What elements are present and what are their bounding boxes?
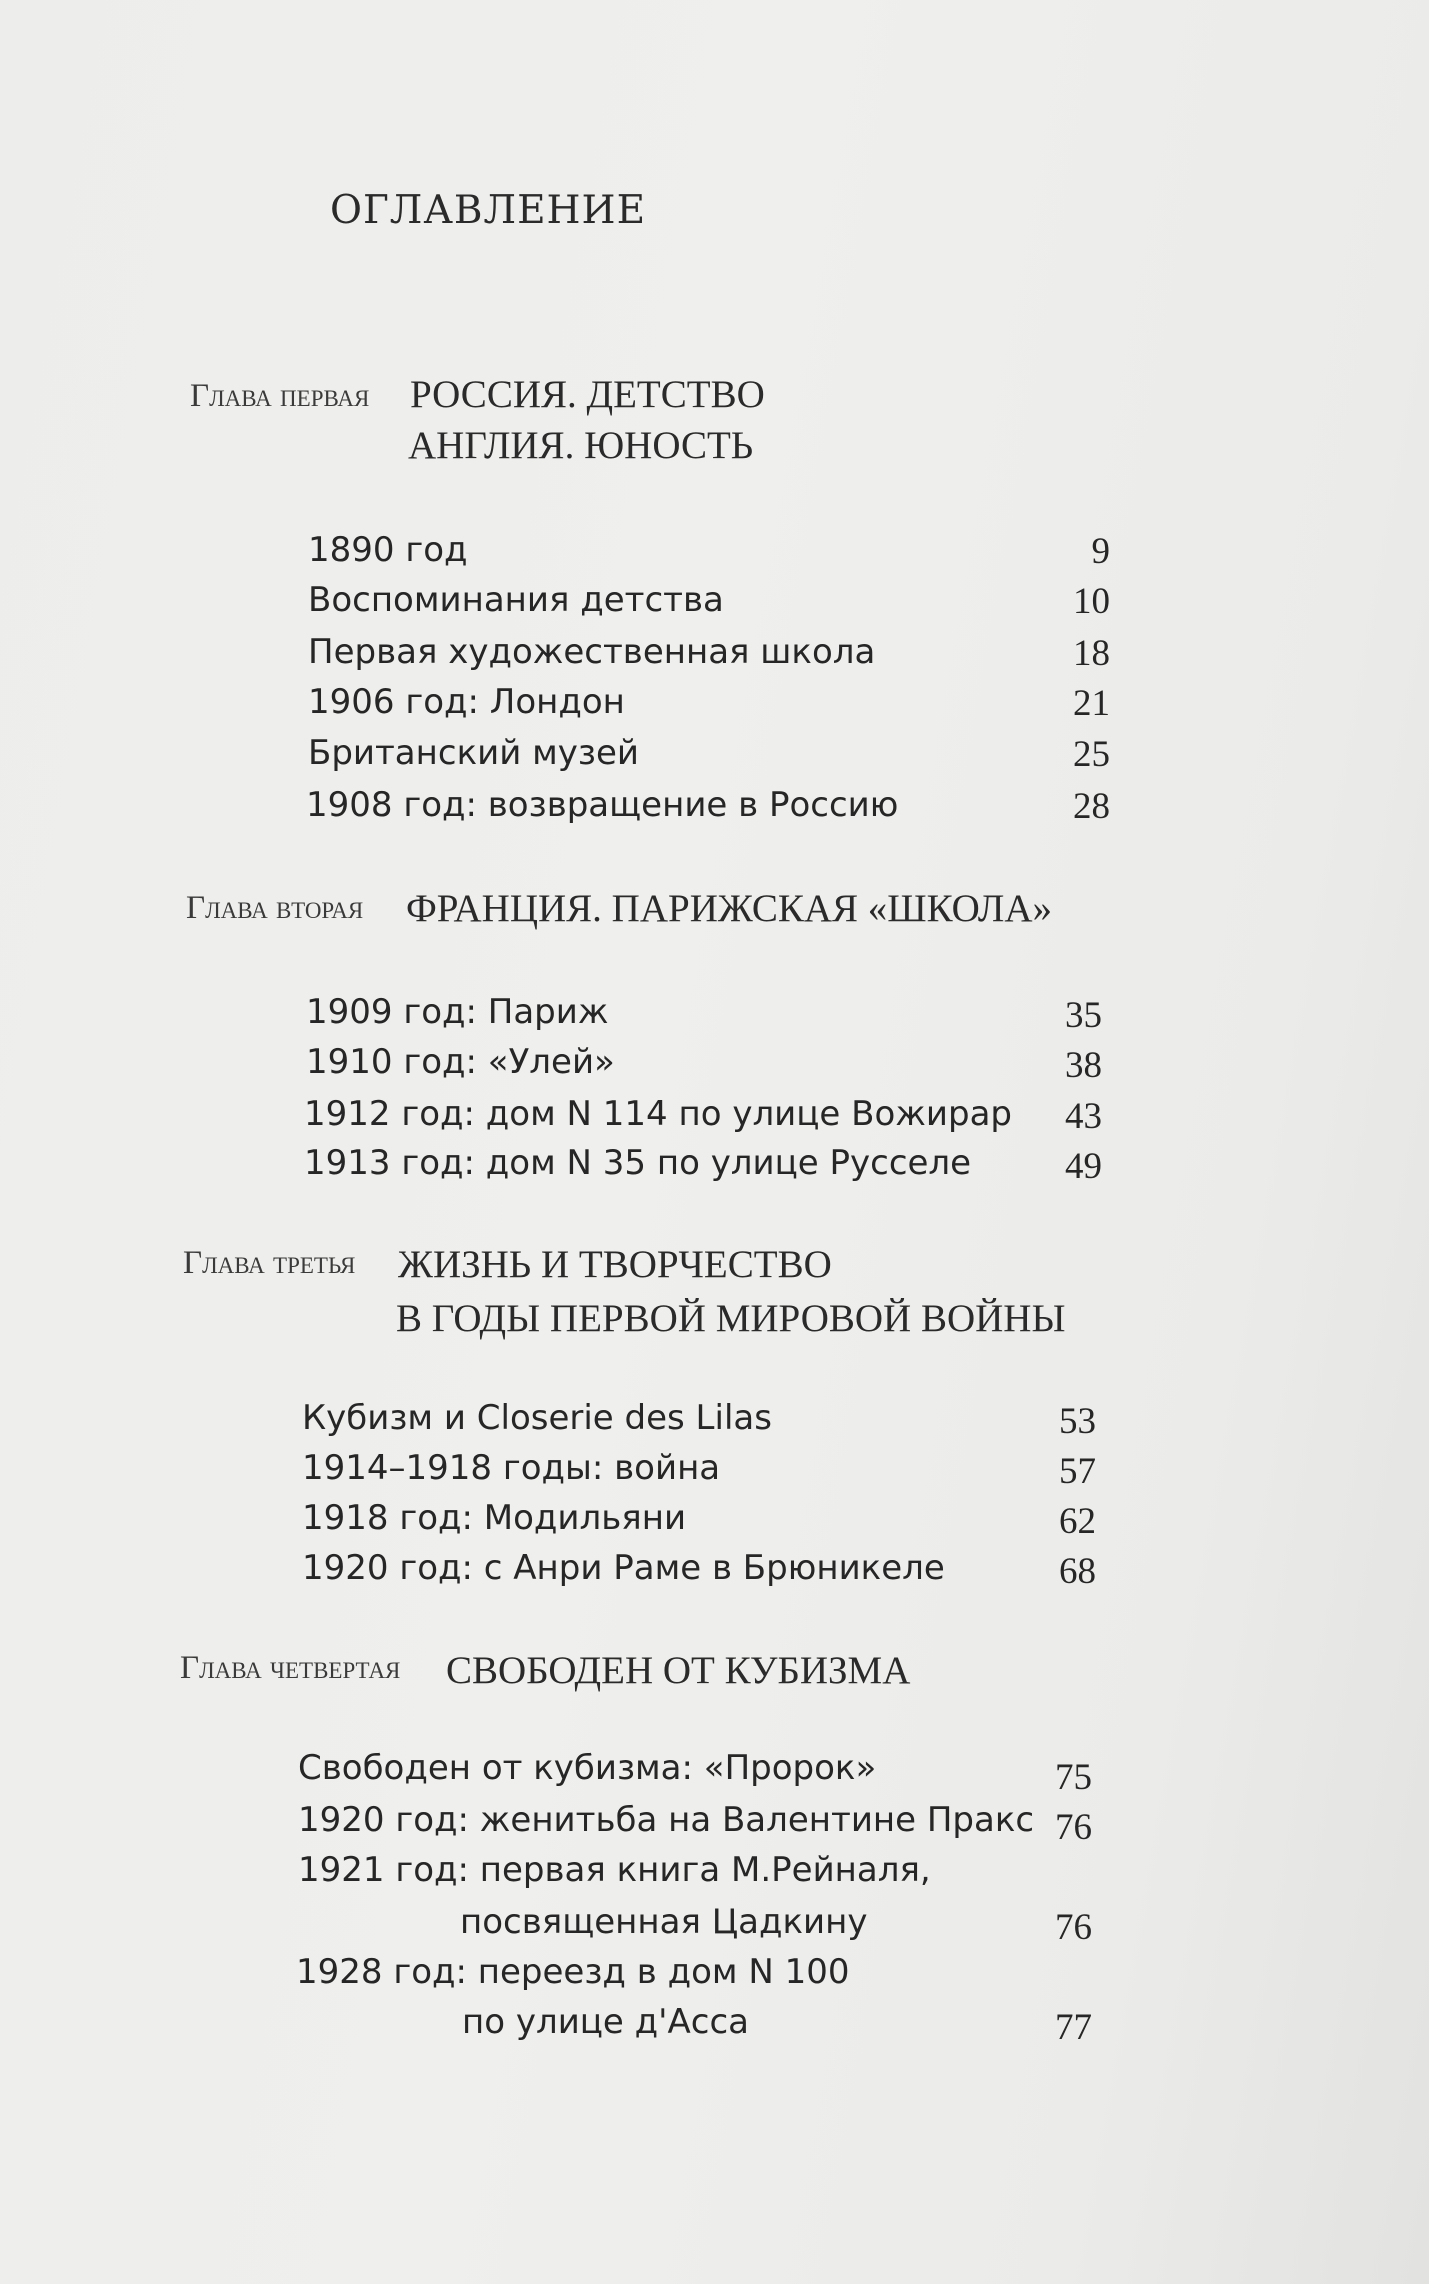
toc-entry-page: 49	[1065, 1146, 1102, 1187]
toc-entry-title: посвященная Цадкину	[460, 1902, 868, 1942]
chapter-title: ФРАНЦИЯ. ПАРИЖСКАЯ «ШКОЛА»	[406, 887, 1053, 930]
toc-entry-title: 1910 год: «Улей»	[306, 1042, 615, 1082]
toc-entry-page: 75	[1055, 1757, 1092, 1798]
toc-entry-page: 35	[1065, 995, 1102, 1036]
toc-entry-title: 1909 год: Париж	[306, 992, 609, 1032]
toc-entry-page: 38	[1065, 1045, 1102, 1086]
toc-entry-title: 1912 год: дом N 114 по улице Вожирар	[304, 1094, 1012, 1134]
toc-entry-page: 43	[1065, 1096, 1102, 1137]
toc-entry-title: 1914–1918 годы: война	[302, 1448, 721, 1488]
toc-entry-title: 1890 год	[308, 530, 468, 570]
toc-entry-title: Свободен от кубизма: «Пророк»	[298, 1748, 877, 1788]
page-title: ОГЛАВЛЕНИЕ	[330, 188, 647, 233]
toc-entry-page: 10	[1073, 581, 1110, 622]
toc-entry-title: Кубизм и Closerie des Lilas	[302, 1398, 772, 1438]
toc-entry-title: 1908 год: возвращение в Россию	[306, 785, 899, 825]
toc-entry-page: 68	[1059, 1551, 1096, 1592]
toc-entry-title: 1918 год: Модильяни	[302, 1498, 687, 1538]
toc-entry-page: 76	[1055, 1807, 1092, 1848]
chapter-title: В ГОДЫ ПЕРВОЙ МИРОВОЙ ВОЙНЫ	[396, 1297, 1066, 1340]
toc-entry-title: по улице д'Асса	[462, 2002, 749, 2042]
toc-entry-page: 18	[1073, 633, 1110, 674]
toc-entry-title: Воспоминания детства	[308, 580, 724, 620]
toc-entry-page: 62	[1059, 1501, 1096, 1542]
toc-entry-page: 28	[1073, 786, 1110, 827]
chapter-label: Глава четвертая	[180, 1650, 401, 1686]
toc-entry-page: 76	[1055, 1907, 1092, 1948]
toc-entry-page: 57	[1059, 1451, 1096, 1492]
toc-entry-title: 1920 год: женитьба на Валентине Пракс	[298, 1800, 1035, 1840]
toc-entry-page: 53	[1059, 1401, 1096, 1442]
toc-entry-page: 77	[1055, 2007, 1092, 2048]
toc-entry-page: 25	[1073, 734, 1110, 775]
chapter-label: Глава первая	[190, 378, 370, 414]
toc-entry-title: 1920 год: с Анри Раме в Брюникеле	[302, 1548, 945, 1588]
chapter-title: ЖИЗНЬ И ТВОРЧЕСТВО	[398, 1243, 832, 1286]
toc-entry-title: Первая художественная школа	[308, 632, 876, 672]
chapter-title: СВОБОДЕН ОТ КУБИЗМА	[446, 1649, 911, 1692]
chapter-title: АНГЛИЯ. ЮНОСТЬ	[408, 424, 754, 467]
chapter-label: Глава вторая	[186, 890, 364, 926]
chapter-label: Глава третья	[183, 1245, 356, 1281]
chapter-title: РОССИЯ. ДЕТСТВО	[410, 373, 765, 416]
toc-entry-page: 9	[1091, 531, 1110, 572]
toc-entry-title: 1921 год: первая книга М.Рейналя,	[298, 1850, 931, 1890]
toc-entry-title: 1913 год: дом N 35 по улице Русселе	[304, 1143, 972, 1183]
toc-entry-title: Британский музей	[308, 733, 639, 773]
toc-entry-page: 21	[1073, 683, 1110, 724]
toc-entry-title: 1906 год: Лондон	[308, 682, 625, 722]
toc-entry-title: 1928 год: переезд в дом N 100	[296, 1952, 850, 1992]
